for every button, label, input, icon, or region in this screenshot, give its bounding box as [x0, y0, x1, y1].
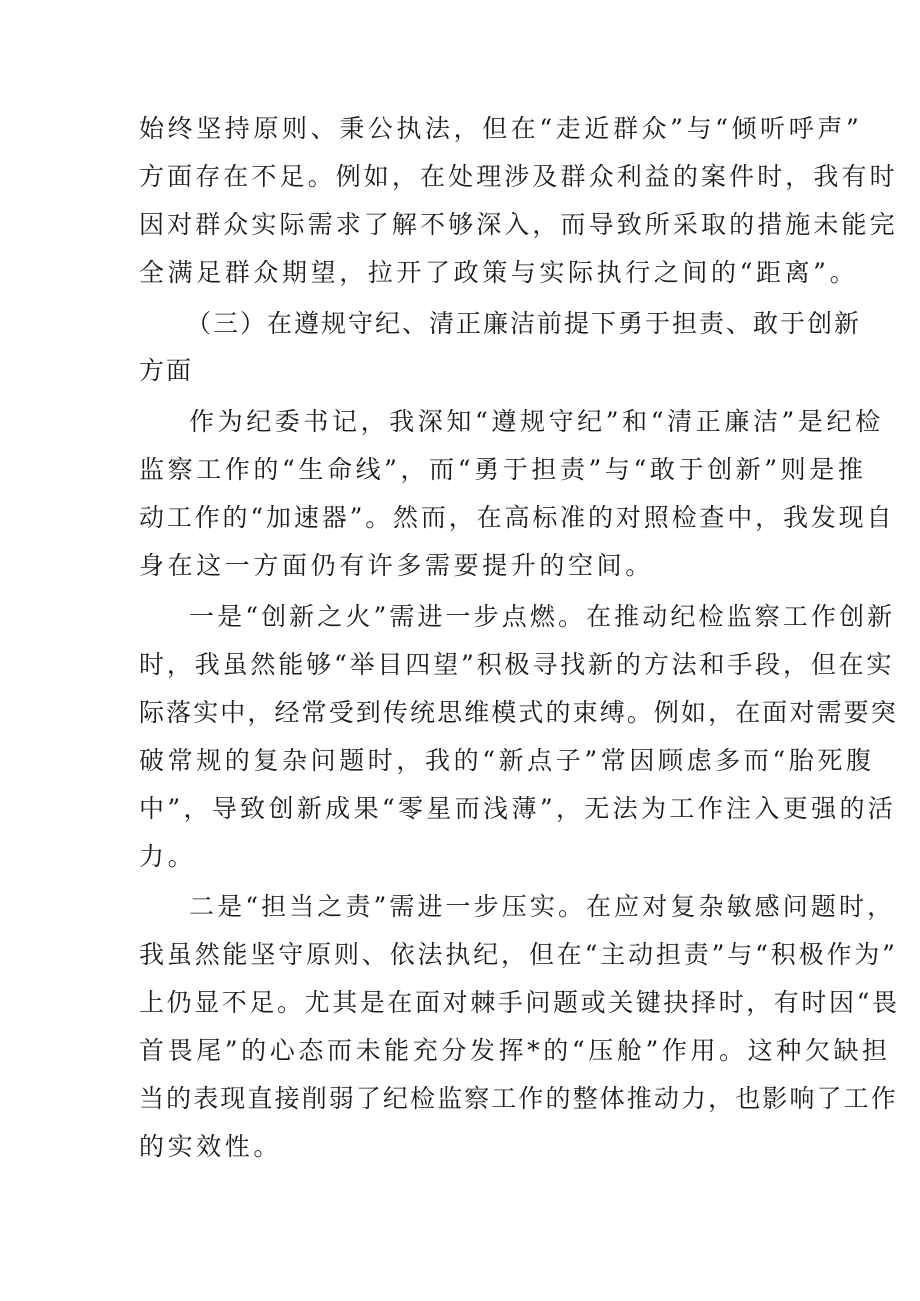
text-line: 当的表现直接削弱了纪检监察工作的整体推动力，也影响了工作 [139, 1084, 898, 1113]
paragraph-first-line: 二是“担当之责”需进一步压实。在应对复杂敏感问题时， [189, 892, 896, 921]
text-line: 力。 [139, 842, 197, 871]
text-line: 方面存在不足。例如，在处理涉及群众利益的案件时，我有时 [139, 162, 898, 191]
paragraph-first-line: 一是“创新之火”需进一步点燃。在推动纪检监察工作创新 [189, 602, 896, 631]
text-line: 中”，导致创新成果“零星而浅薄”，无法为工作注入更强的活 [139, 794, 897, 823]
text-line: 监察工作的“生命线”，而“勇于担责”与“敢于创新”则是推 [139, 455, 867, 484]
text-line: 动工作的“加速器”。然而，在高标准的对照检查中，我发现自 [139, 503, 895, 532]
paragraph-first-line: 作为纪委书记，我深知“遵规守纪”和“清正廉洁”是纪检 [189, 407, 884, 436]
text-line: 破常规的复杂问题时，我的“新点子”常因顾虑多而“胎死腹 [139, 746, 875, 775]
section-heading-continuation: 方面 [139, 356, 194, 385]
text-line: 上仍显不足。尤其是在面对棘手问题或关键抉择时，有时因“畏 [139, 988, 900, 1017]
section-heading: （三）在遵规守纪、清正廉洁前提下勇于担责、敢于创新 [186, 309, 862, 338]
text-line: 始终坚持原则、秉公执法，但在“走近群众”与“倾听呼声” [139, 114, 863, 143]
text-line: 身在这一方面仍有许多需要提升的空间。 [139, 551, 654, 580]
text-line: 的实效性。 [139, 1132, 283, 1161]
text-line: 际落实中，经常受到传统思维模式的束缚。例如，在面对需要突 [139, 698, 898, 727]
text-line: 时，我虽然能够“举目四望”积极寻找新的方法和手段，但在实 [139, 650, 895, 679]
text-line: 我虽然能坚守原则、依法执纪，但在“主动担责”与“积极作为” [139, 940, 898, 969]
text-line: 全满足群众期望，拉开了政策与实际执行之间的“距离”。 [139, 258, 859, 287]
text-line: 首畏尾”的心态而未能充分发挥*的“压舱”作用。这种欠缺担 [139, 1036, 891, 1065]
text-line: 因对群众实际需求了解不够深入，而导致所采取的措施未能完 [139, 210, 898, 239]
